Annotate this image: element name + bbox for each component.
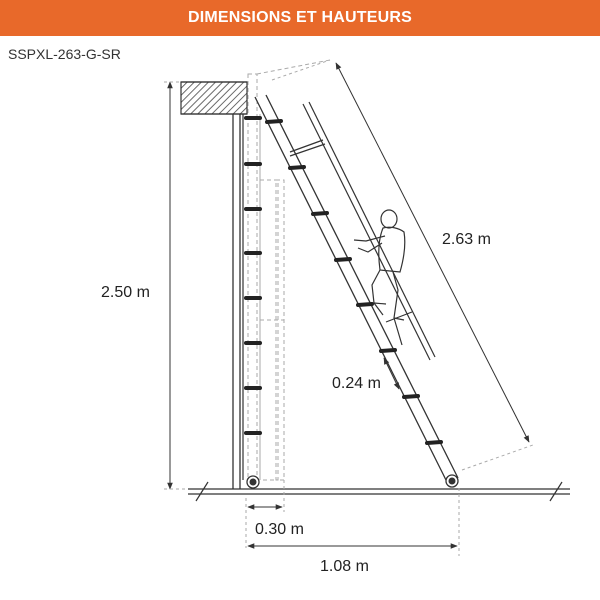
rung-spacing-dimension [332,358,399,392]
inclined-ladder [255,95,458,487]
length-label: 2.63 m [442,231,491,248]
wall-offset-dimension [246,480,304,548]
base-distance-label: 1.08 m [320,558,369,575]
wall-offset-label: 0.30 m [255,521,304,538]
wall-structure [181,82,247,489]
height-label: 2.50 m [101,284,150,301]
height-dimension [101,82,188,489]
header-title: DIMENSIONS ET HAUTEURS [188,9,412,26]
climber-figure [354,210,405,345]
product-reference: SSPXL-263-G-SR [8,46,121,62]
rung-spacing-label: 0.24 m [332,375,381,392]
ground-line [188,482,570,501]
